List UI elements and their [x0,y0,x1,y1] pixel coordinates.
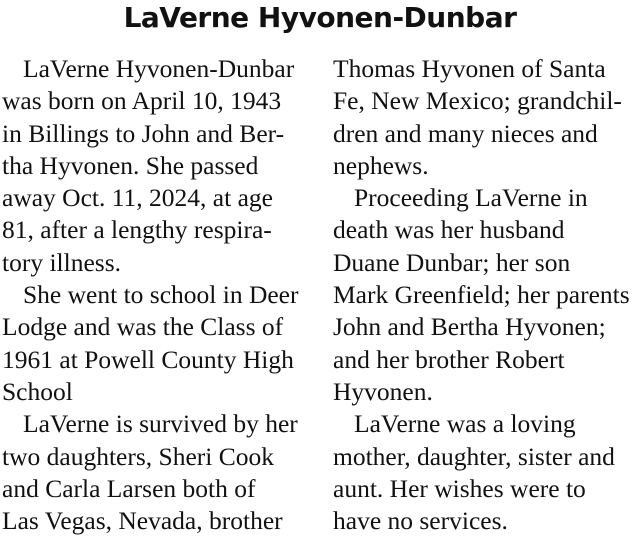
obituary-text-line: School [2,376,73,406]
obituary-text-line: Las Vegas, Nevada, brother [2,506,283,536]
obituary-text-line: Proceeding LaVerne in [354,183,588,213]
obituary-column-right [333,53,638,537]
obituary-text-line: Thomas Hyvonen of Santa [333,54,606,83]
obituary-text-line: away Oct. 11, 2024, at age [2,183,273,213]
obituary-text-line: Lodge and was the Class of [2,312,284,342]
obituary-headline: LaVerne Hyvonen-Dunbar [123,1,517,34]
obituary-text-line: 81, after a lengthy respira- [2,215,272,245]
obituary-text-line: She went to school in Deer [23,280,299,310]
obituary-text-line: nephews. [333,150,429,180]
obituary-text-line: death was her husband [333,215,565,245]
obituary-text-line: tha Hyvonen. She passed [2,150,259,180]
obituary-text-line: 1961 at Powell County High [2,344,294,374]
obituary-text-line: LaVerne was a loving [354,409,576,439]
obituary-text-line: LaVerne Hyvonen-Dunbar [23,54,295,83]
obituary-text-line: Duane Dunbar; her son [333,247,571,277]
obituary-text-line: and Carla Larsen both of [2,473,256,503]
obituary-text-line: and her brother Robert [333,344,565,374]
obituary-text-line: mother, daughter, sister and [333,441,615,471]
obituary-text-line: John and Bertha Hyvonen; [333,312,606,342]
obituary-text-line: have no services. [333,506,508,536]
obituary-text-line: aunt. Her wishes were to [333,473,586,503]
obituary-text-line: in Billings to John and Ber- [2,118,285,148]
obituary-text-line: tory illness. [2,247,121,277]
obituary-text-line: Fe, New Mexico; grandchil- [333,86,622,116]
obituary-text-line: two daughters, Sheri Cook [2,441,274,471]
obituary-text-line: Hyvonen. [333,376,433,406]
obituary-text-line: Mark Greenfield; her parents [333,280,630,310]
obituary-column-left [2,53,320,537]
obituary-text-line: LaVerne is survived by her [23,409,298,439]
obituary-text-line: dren and many nieces and [333,118,598,148]
obituary-text-line: was born on April 10, 1943 [2,86,282,116]
